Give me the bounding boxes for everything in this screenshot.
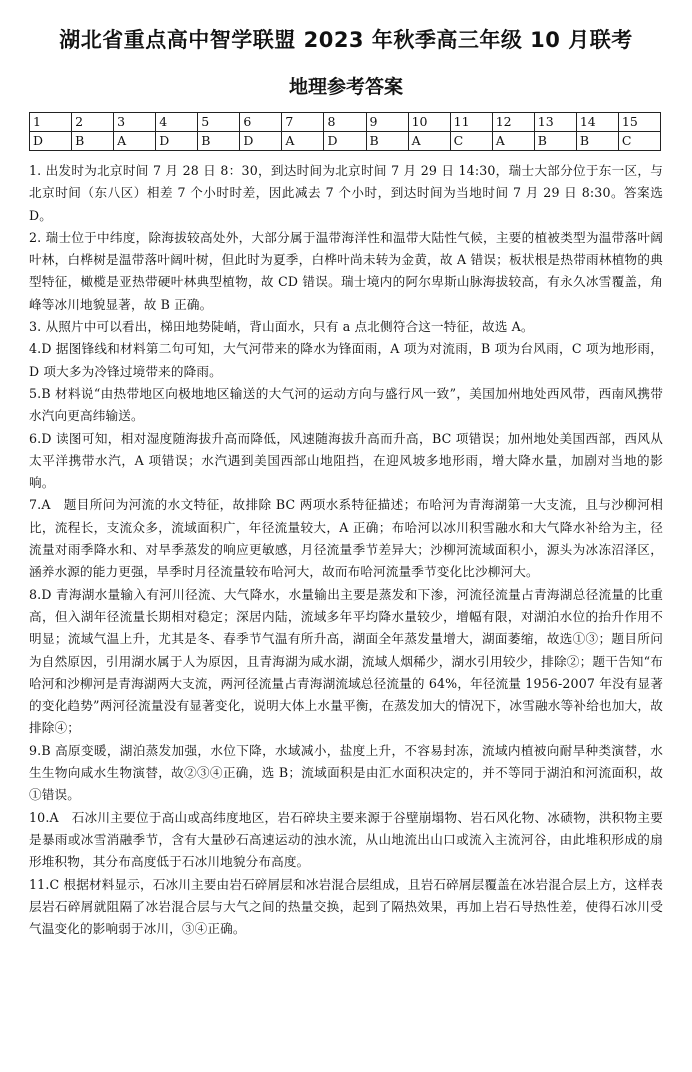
question-number-cell: 8 — [324, 113, 366, 132]
answer-cell: A — [282, 132, 324, 151]
answer-cell: B — [72, 132, 114, 151]
answer-cell: C — [618, 132, 660, 151]
answer-table — [29, 112, 661, 151]
explanation-paragraph: 8.D 青海湖水量输入有河川径流、大气降水，水量输出主要是蒸发和下渗，河流径流量占青海湖总径流量的比重高，但入湖年径流量长期相对稳定；深居内陆，流域多年平均降水量较少，增幅有限，对湖泊水位的抬升作用不明显；流域气温上升，尤其是冬、春季节气温有所升高，湖面全年蒸发量增大，湖面萎缩，故选①③；题目所问为自然原因，引用湖水属于人为原因，且青海湖为咸水湖，流域人烟稀少，湖水引用较少，排除②；题干告知“布哈河和沙柳河是青海湖两大支流，两河径流量占青海湖流域总径流量的 64%，年径流量 1956-2007 年没有显著的变化趋势”两河径流量没有显著变化，说明大体上水量平衡，在蒸发加大的情况下，冰雪融水等补给也加大，故排除④； — [29, 586, 663, 736]
question-number-cell: 6 — [240, 113, 282, 132]
question-number-cell: 13 — [534, 113, 576, 132]
question-number-cell: 12 — [492, 113, 534, 132]
answer-row — [30, 132, 661, 151]
explanation-paragraph: 4.D 据图锋线和材料第二句可知，大气河带来的降水为锋面雨，A 项为对流雨，B 项为台风雨，C 项为地形雨，D 项大多为冷锋过境带来的降雨。 — [29, 341, 663, 379]
answer-cell: D — [156, 132, 198, 151]
answer-cell: A — [114, 132, 156, 151]
explanations — [29, 160, 663, 940]
answer-cell: A — [408, 132, 450, 151]
document-title: 湖北省重点高中智学联盟 2023 年秋季高三年级 10 月联考 — [59, 28, 633, 52]
question-number-row — [30, 113, 661, 132]
explanation-paragraph: 10.A 石冰川主要位于高山或高纬度地区，岩石碎块主要来源于谷壁崩塌物、岩石风化物、冰碛物，洪积物主要是暴雨或冰雪消融季节，含有大量砂石高速运动的浊水流，从山地流出山口或流入主流河谷，由此堆积形成的扇形堆积物，其分布高度低于石冰川地貌分布高度。 — [29, 809, 663, 870]
question-number-cell: 10 — [408, 113, 450, 132]
document-subtitle: 地理参考答案 — [288, 76, 403, 98]
explanation-paragraph: 9.B 高原变暖，湖泊蒸发加强，水位下降，水域减小，盐度上升，不容易封冻，流域内植被向耐旱种类演替，水生生物向咸水生物演替，故②③④正确，选 B；流域面积是由汇水面积决定的，并不等同于湖泊和河流面积，故①错误。 — [29, 742, 663, 803]
explanation-paragraph: 6.D 读图可知，相对湿度随海拔升高而降低，风速随海拔升高而升高，BC 项错误；加州地处美国西部，西风从太平洋携带水汽，A 项错误；水汽遇到美国西部山地阻挡，在迎风坡多地形雨，增大降水量，加剧对当地的影响。 — [29, 430, 663, 491]
question-number-cell: 4 — [156, 113, 198, 132]
question-number-cell: 1 — [30, 113, 72, 132]
explanation-paragraph: 1. 出发时为北京时间 7 月 28 日 8：30，到达时间为北京时间 7 月 29 日 14:30，瑞士大部分位于东一区，与北京时间（东八区）相差 7 个小时时差，因此减去 7 个小时，到达时间为当地时间 7 月 29 日 8:30。答案选 D。 — [29, 163, 663, 223]
question-number-cell: 9 — [366, 113, 408, 132]
answer-cell: D — [30, 132, 72, 151]
question-number-cell: 7 — [282, 113, 324, 132]
answer-cell: C — [450, 132, 492, 151]
answer-cell: B — [534, 132, 576, 151]
answer-cell: B — [366, 132, 408, 151]
question-number-cell: 15 — [618, 113, 660, 132]
answer-cell: B — [198, 132, 240, 151]
answer-cell: A — [492, 132, 534, 151]
question-number-cell: 2 — [72, 113, 114, 132]
question-number-cell: 11 — [450, 113, 492, 132]
explanation-paragraph: 5.B 材料说“由热带地区向极地地区输送的大气河的运动方向与盛行风一致”，美国加州地处西风带，西南风携带水汽向更高纬输送。 — [29, 385, 663, 424]
question-number-cell: 14 — [576, 113, 618, 132]
explanation-paragraph: 11.C 根据材料显示，石冰川主要由岩石碎屑层和冰岩混合层组成，且岩石碎屑层覆盖在冰岩混合层上方，这样表层岩石碎屑就阻隔了冰岩混合层与大气之间的热量交换，起到了隔热效果，再加上岩石导热性差，使得石冰川受气温变化的影响弱于冰川，③④正确。 — [29, 876, 663, 937]
question-number-cell: 3 — [114, 113, 156, 132]
question-number-cell: 5 — [198, 113, 240, 132]
explanation-paragraph: 2. 瑞士位于中纬度，除海拔较高处外，大部分属于温带海洋性和温带大陆性气候，主要的植被类型为温带落叶阔叶林，白桦树是温带落叶阔叶树，但此时为夏季，白桦叶尚未转为金黄，故 A 错误；板状根是热带雨林植物的典型特征，橄榄是亚热带硬叶林典型植物，故 CD 错误。瑞士境内的阿尔卑斯山脉海拔较高，有永久冰雪覆盖，角峰等冰川地貌显著，故 B 正确。 — [29, 229, 663, 312]
explanation-paragraph: 7.A 题目所问为河流的水文特征，故排除 BC 两项水系特征描述；布哈河为青海湖第一大支流，且与沙柳河相比，流程长，支流众多，流域面积广，年径流量较大，A 正确；布哈河以冰川积雪融水和大气降水补给为主，径流量对雨季降水和、对旱季蒸发的响应更敏感，月径流量季节差异大；沙柳河流域面积小，源头为冰冻沼泽区，涵养水源的能力更强，旱季时月径流量较布哈河大，故而布哈河流量季节变化比沙柳河大。 — [29, 497, 663, 580]
answer-cell: D — [324, 132, 366, 151]
answer-cell: B — [576, 132, 618, 151]
answer-cell: D — [240, 132, 282, 151]
explanation-paragraph: 3. 从照片中可以看出，梯田地势陡峭，背山面水，只有 a 点北侧符合这一特征，故选 A。 — [29, 319, 534, 335]
